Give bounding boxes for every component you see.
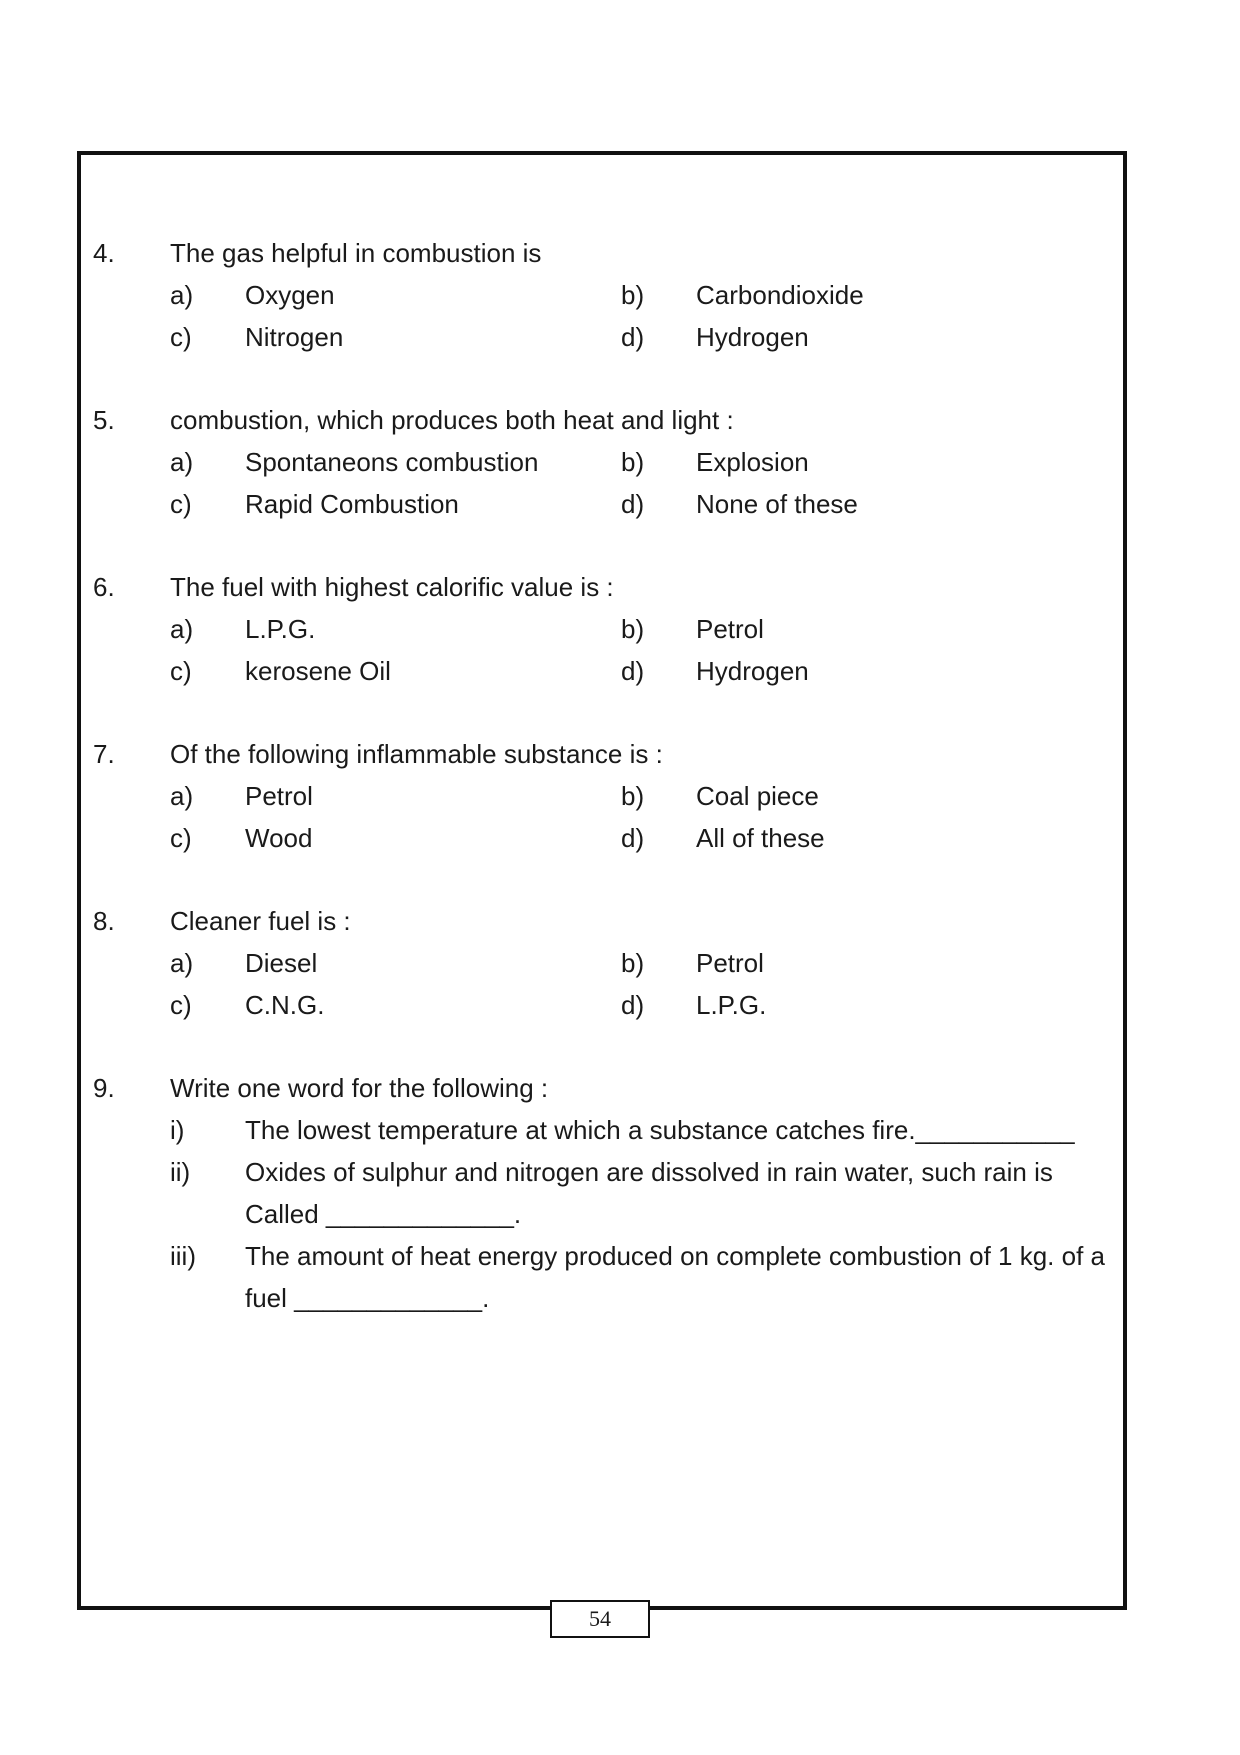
option-text: Explosion xyxy=(696,446,809,477)
option-label: a) xyxy=(170,780,194,811)
sub-item-label: i) xyxy=(170,1115,185,1145)
option-label: a) xyxy=(170,446,194,477)
option-a xyxy=(170,948,621,979)
option-label: c) xyxy=(170,488,192,519)
option-c xyxy=(170,322,621,353)
question-text: The gas helpful in combustion is xyxy=(170,237,542,268)
option-label: a) xyxy=(170,613,194,644)
option-b xyxy=(621,948,1072,979)
option-label: b) xyxy=(621,613,645,644)
sub-item-label: iii) xyxy=(170,1241,196,1271)
question-number: 7. xyxy=(93,738,115,769)
sub-item-ii xyxy=(170,1151,1123,1235)
option-label: b) xyxy=(621,446,645,477)
option-text: All of these xyxy=(696,822,825,853)
option-text: Spontaneons combustion xyxy=(245,446,539,477)
option-label: b) xyxy=(621,947,645,978)
option-label: c) xyxy=(170,655,192,686)
page-number: 54 xyxy=(550,1600,650,1638)
option-label: c) xyxy=(170,989,192,1020)
option-label: d) xyxy=(621,655,645,686)
question-text: Of the following inflammable substance is : xyxy=(170,738,663,769)
option-c xyxy=(170,823,621,854)
option-d xyxy=(621,322,1072,353)
option-text: Carbondioxide xyxy=(696,279,864,310)
question-5 xyxy=(93,399,1123,525)
option-text: Oxygen xyxy=(245,279,335,310)
option-c xyxy=(170,489,621,520)
option-d xyxy=(621,990,1072,1021)
question-list xyxy=(93,232,1123,1360)
option-text: Hydrogen xyxy=(696,321,809,352)
option-d xyxy=(621,823,1072,854)
option-text: Rapid Combustion xyxy=(245,488,459,519)
option-c xyxy=(170,656,621,687)
option-label: b) xyxy=(621,780,645,811)
option-b xyxy=(621,781,1072,812)
sub-item-text: The amount of heat energy produced on complete combustion of 1 kg. of a fuel _____________. xyxy=(245,1241,1105,1313)
option-text: Hydrogen xyxy=(696,655,809,686)
sub-item-text: Oxides of sulphur and nitrogen are dissolved in rain water, such rain is Called _____________. xyxy=(245,1157,1053,1229)
option-text: L.P.G. xyxy=(696,989,767,1020)
option-text: Nitrogen xyxy=(245,321,344,352)
option-text: Petrol xyxy=(696,613,764,644)
option-text: C.N.G. xyxy=(245,989,325,1020)
option-a xyxy=(170,781,621,812)
question-number: 9. xyxy=(93,1072,115,1103)
question-number: 4. xyxy=(93,237,115,268)
question-text: Write one word for the following : xyxy=(170,1072,549,1103)
option-label: a) xyxy=(170,279,194,310)
question-number: 5. xyxy=(93,404,115,435)
option-a xyxy=(170,447,621,478)
question-8 xyxy=(93,900,1123,1026)
option-text: Petrol xyxy=(245,780,313,811)
option-c xyxy=(170,990,621,1021)
question-text: Cleaner fuel is : xyxy=(170,905,351,936)
question-7 xyxy=(93,733,1123,859)
question-4 xyxy=(93,232,1123,358)
option-text: kerosene Oil xyxy=(245,655,391,686)
question-text: The fuel with highest calorific value is : xyxy=(170,571,614,602)
question-number: 6. xyxy=(93,571,115,602)
question-9 xyxy=(93,1067,1123,1319)
option-a xyxy=(170,614,621,645)
option-text: Diesel xyxy=(245,947,318,978)
option-label: b) xyxy=(621,279,645,310)
option-text: L.P.G. xyxy=(245,613,316,644)
option-a xyxy=(170,280,621,311)
question-text: combustion, which produces both heat and light : xyxy=(170,404,734,435)
question-6 xyxy=(93,566,1123,692)
option-label: d) xyxy=(621,321,645,352)
option-label: d) xyxy=(621,488,645,519)
question-number: 8. xyxy=(93,905,115,936)
sub-item-iii xyxy=(170,1235,1123,1319)
option-label: a) xyxy=(170,947,194,978)
option-text: Wood xyxy=(245,822,313,853)
option-b xyxy=(621,280,1072,311)
option-d xyxy=(621,656,1072,687)
option-text: Coal piece xyxy=(696,780,819,811)
option-label: c) xyxy=(170,822,192,853)
sub-item-label: ii) xyxy=(170,1157,191,1187)
sub-item-text: The lowest temperature at which a substance catches fire.___________ xyxy=(245,1115,1075,1145)
option-label: c) xyxy=(170,321,192,352)
option-label: d) xyxy=(621,822,645,853)
option-b xyxy=(621,447,1072,478)
sub-item-i xyxy=(170,1109,1123,1151)
option-label: d) xyxy=(621,989,645,1020)
option-b xyxy=(621,614,1072,645)
option-text: None of these xyxy=(696,488,858,519)
option-d xyxy=(621,489,1072,520)
option-text: Petrol xyxy=(696,947,764,978)
